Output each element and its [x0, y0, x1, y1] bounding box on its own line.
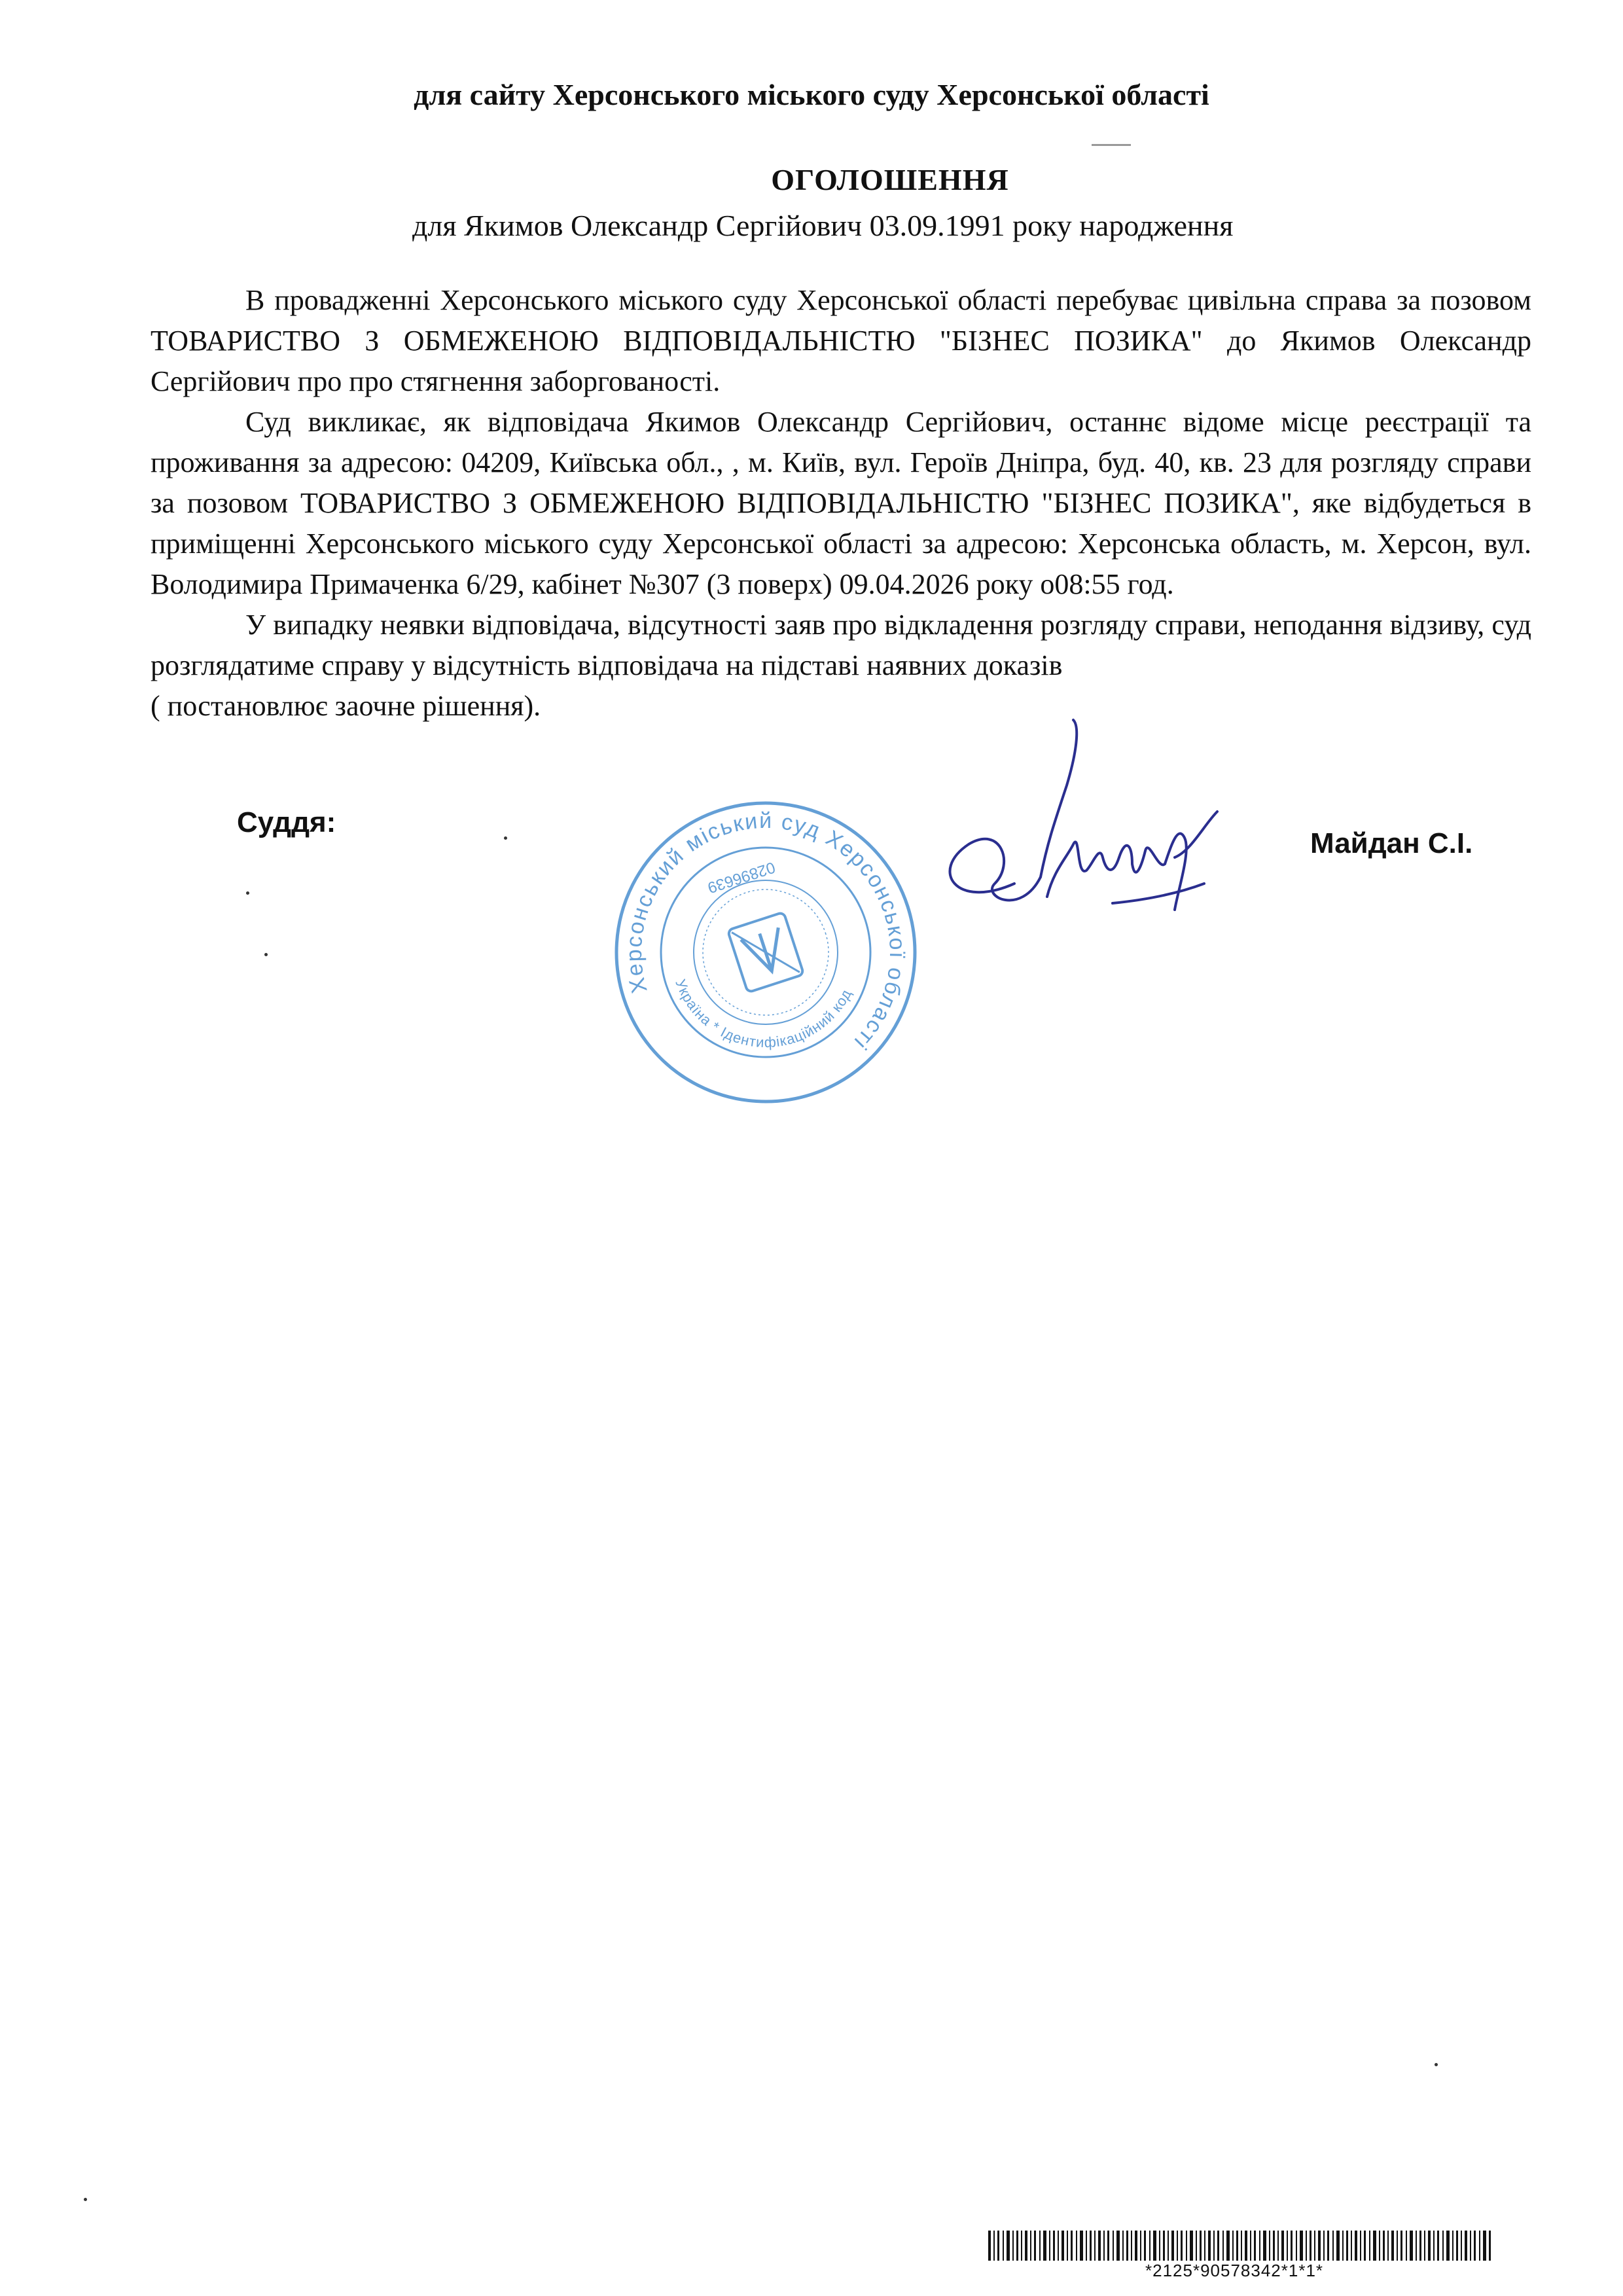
svg-text:Україна * Ідентифікаційний код — [672, 929, 865, 1076]
paragraph-case: В провадженні Херсонського міського суду Херсонської області перебуває цивільна справа за позовом ТОВАРИСТВО З ОБМЕЖЕНОЮ ВІДПОВІДАЛЬНІСТЮ "БІЗНЕС ПОЗИКА" до Якимов Олександр Сергійович про про стягнення заборгованості. — [151, 284, 1531, 397]
document-barcode — [988, 2231, 1492, 2261]
document-body — [151, 280, 1531, 726]
coat-of-arms-icon — [728, 912, 804, 993]
scan-speck — [246, 891, 249, 895]
stamp-inner-text: Україна * Ідентифікаційний код — [672, 977, 855, 1051]
scan-speck — [264, 953, 268, 956]
paragraph-absence-continued: ( постановлює заочне рішення). — [151, 690, 541, 722]
document-title: ОГОЛОШЕННЯ — [771, 163, 1009, 196]
judge-name: Майдан С.І. — [1310, 827, 1473, 859]
scan-speck — [504, 836, 507, 840]
stamp-code: 02896639 — [705, 858, 777, 897]
stamp-outer-text: Херсонський міський суд Херсонської області — [621, 808, 910, 1056]
barcode-number: *2125*90578342*1*1* — [1145, 2261, 1324, 2280]
scan-speck — [84, 2198, 87, 2201]
scan-speck — [1435, 2063, 1438, 2066]
document-header: для сайту Херсонського міського суду Херсонської області — [414, 78, 1209, 111]
judge-label: Суддя: — [237, 806, 336, 838]
paragraph-summons: Суд викликає, як відповідача Якимов Олександр Сергійович, останнє відоме місце реєстрації та проживання за адресою: 04209, Київська обл., , м. Київ, вул. Героїв Дніпра, буд. 40, кв. 23 для розгляду справи за позовом ТОВАРИСТВО З ОБМЕЖЕНОЮ ВІДПОВІДАЛЬНІСТЮ "БІЗНЕС ПОЗИКА", яке відбудеться в приміщенні Херсонського міського суду Херсонської області за адресою: Херсонська область, м. Херсон, вул. Володимира Примаченка 6/29, кабінет №307 (3 поверх) 09.04.2026 року о08:55 год. — [151, 406, 1531, 600]
scan-mark — [1092, 144, 1131, 146]
document-subtitle: для Якимов Олександр Сергійович 03.09.1991 року народження — [412, 209, 1234, 242]
judge-signature — [916, 713, 1257, 975]
paragraph-absence: У випадку неявки відповідача, відсутності заяв про відкладення розгляду справи, неподання відзиву, суд розглядатиме справу у відсутність відповідача на підставі наявних доказів — [151, 609, 1531, 681]
court-stamp — [609, 795, 923, 1109]
